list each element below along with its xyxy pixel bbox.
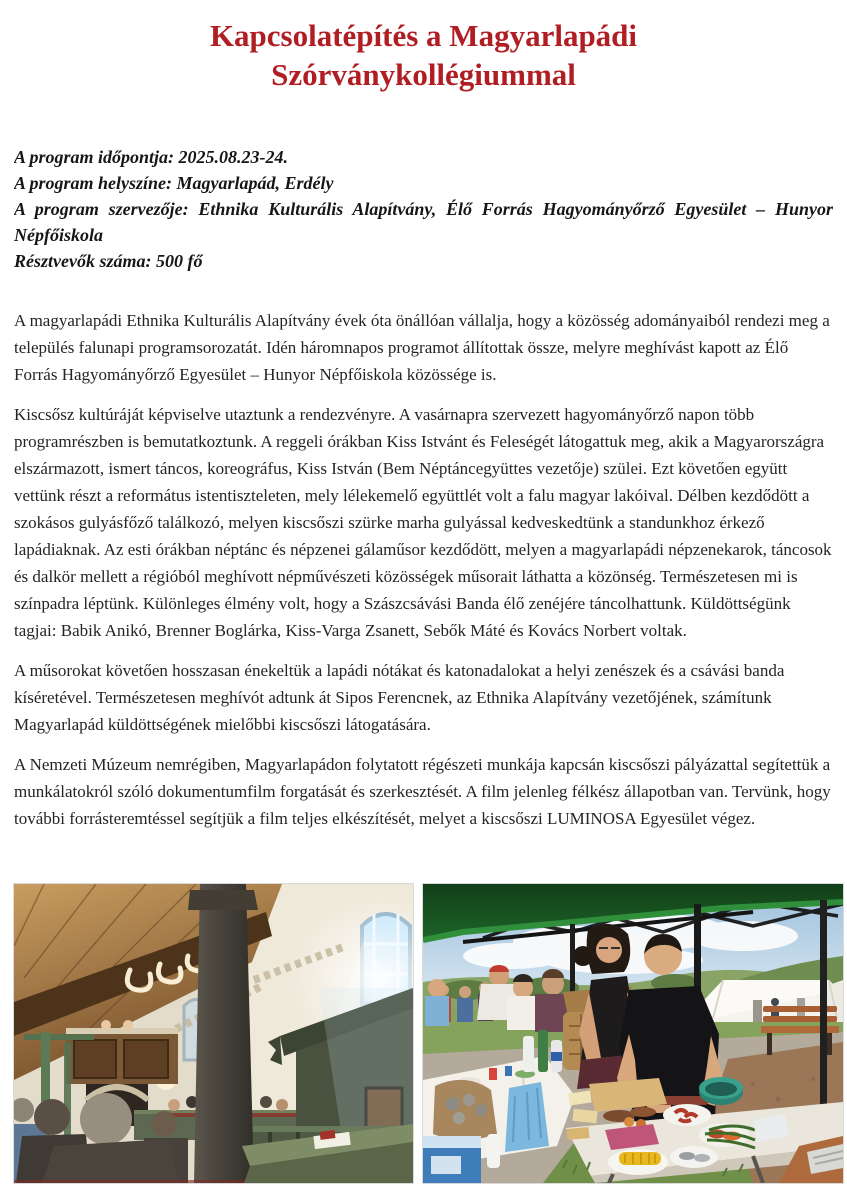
gallery-balcony bbox=[66, 1020, 178, 1084]
meta-location: A program helyszíne: Magyarlapád, Erdély bbox=[14, 173, 334, 193]
paragraph-program-day: Kiscsősz kultúráját képviselve utaztunk a rendezvényre. A vasárnapra szervezett hagyományőrző napon több programrészben is bemutatkoztunk. A reggeli órákban Kiss Istvánt és Feleségét látogattuk meg, akik a Magyarországra elszármazott, ismert táncos, koreográfus, Kiss István (Bem Néptáncegyüttes vezetője) szülei. Ezt követően együtt vettünk részt a református istentiszteleten, mely lélekemelő együttlét volt a falu magyar lakóival. Délben kezdődött a szokásos gulyásfőző találkozó, melyen kiscsőszi szürke marha gulyással kedveskedtünk a standunkhoz érkező lapádiaknak. Az esti órákban néptánc és népzenei gálaműsor kezdődött, melyen a magyarlapádi népzenekarok, táncosok és dalkör mellett a régióból meghívott népművészeti közösségek műsorait láthatta a közönség. Természetesen mi is színpadra léptünk. Különleges élmény volt, hogy a Szászcsávási Banda élő zenéjére táncolhattunk. Küldöttségünk tagjai: Babik Anikó, Brenner Boglárka, Kiss-Varga Zsanett, Sebők Máté és Kovács Norbert voltak. bbox=[14, 405, 832, 640]
report-content bbox=[14, 0, 833, 882]
photo-row bbox=[14, 884, 843, 1183]
teal-bowl bbox=[699, 1077, 743, 1105]
paragraph-invitation: A műsorokat követően hosszasan énekeltük a lapádi nótákat és katonadalokat a helyi zenészek és a csávási banda kíséretével. Természetesen meghívót adtunk át Sipos Ferencnek, az Ethnika Alapítvány vezetőjének, számítunk Magyarlapád küldöttségének mielőbbi kiscsőszi látogatására. bbox=[14, 661, 785, 734]
paragraph-intro: A magyarlapádi Ethnika Kulturális Alapítvány évek óta önállóan vállalja, hogy a közösség adományaiból rendezi meg a település falunapi programsorozatát. Idén háromnapos programot állítottak össze, melyre meghívást kapott az Élő Forrás Hagyományőrző Egyesület – Hunyor Népfőiskola közössége is. bbox=[14, 311, 830, 384]
meta-organizer: A program szervezője: Ethnika Kulturális Alapítvány, Élő Forrás Hagyományőrző Egyesület – Hunyor Népfőiskola bbox=[14, 199, 833, 245]
column-capital bbox=[188, 890, 258, 910]
meta-date: A program időpontja: 2025.08.23-24. bbox=[14, 147, 289, 167]
paragraph-film: A Nemzeti Múzeum nemrégiben, Magyarlapádon folytatott régészeti munkája kapcsán kiscsőszi pályázattal segítettük a munkálatokról szóló dokumentumfilm forgatását és szerkesztését. A film jelenleg félkész állapotban van. Tervünk, hogy további forrásteremtéssel segítjük a film teljes elkészítését, melyet a kiscsőszi LUMINOSA Egyesület végez. bbox=[14, 755, 831, 828]
program-meta-block bbox=[14, 144, 833, 274]
report-body bbox=[14, 307, 833, 832]
church-interior-photo bbox=[14, 884, 413, 1183]
stone-bag bbox=[433, 1080, 497, 1140]
milk-bottle bbox=[487, 1134, 500, 1168]
food-stand-photo bbox=[423, 884, 843, 1183]
cooler-box bbox=[423, 1136, 481, 1183]
church-column bbox=[194, 884, 254, 1183]
pew-red-trim bbox=[14, 1180, 244, 1183]
page-title: Kapcsolatépítés a Magyarlapádi Szórványkollégiummal bbox=[209, 18, 638, 92]
meta-participants: Résztvevők száma: 500 fő bbox=[14, 251, 203, 271]
